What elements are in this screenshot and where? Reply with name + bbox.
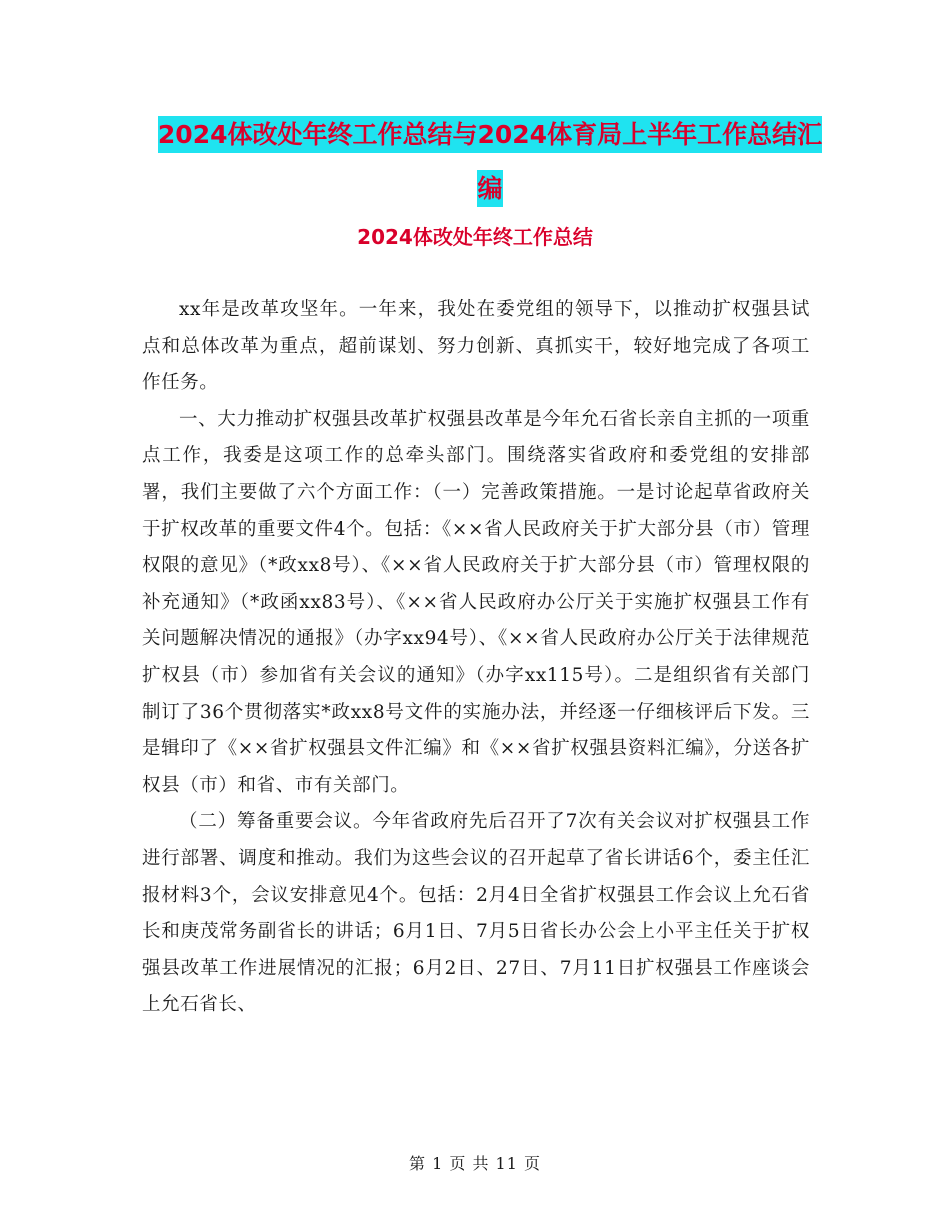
- paragraph-section-two: （二）筹备重要会议。今年省政府先后召开了7次有关会议对扩权强县工作进行部署、调度和推动。我们为这些会议的召开起草了省长讲话6个，委主任汇报材料3个，会议安排意见4个。包括：2月4日全省扩权强县工作会议上允石省长和庚茂常务副省长的讲话；6月1日、7月5日省长办公会上小平主任关于扩权强县改革工作进展情况的汇报；6月2日、27日、7月11日扩权强县工作座谈会上允石省长、: [142, 811, 810, 1016]
- document-title: [150, 108, 830, 216]
- document-title-text: 2024体改处年终工作总结与2024体育局上半年工作总结汇编: [158, 116, 822, 207]
- paragraph-section-one: 一、大力推动扩权强县改革扩权强县改革是今年允石省长亲自主抓的一项重点工作，我委是这项工作的总牵头部门。围绕落实省政府和委党组的安排部署，我们主要做了六个方面工作：（一）完善政策措施。一是讨论起草省政府关于扩权改革的重要文件4个。包括：《××省人民政府关于扩大部分县（市）管理权限的意见》（*政xx8号）、《××省人民政府关于扩大部分县（市）管理权限的补充通知》（*政函xx83号）、《××省人民政府办公厅关于实施扩权强县工作有关问题解决情况的通报》（办字xx94号）、《××省人民政府办公厅关于法律规范扩权县（市）参加省有关会议的通知》（办字xx115号）。二是组织省有关部门制订了36个贯彻落实*政xx8号文件的实施办法，并经逐一仔细核评后下发。三是辑印了《××省扩权强县文件汇编》和《××省扩权强县资料汇编》，分送各扩权县（市）和省、市有关部门。: [142, 408, 810, 796]
- page-footer: 第 1 页 共 11 页: [409, 1154, 541, 1173]
- document-body: [142, 292, 810, 1024]
- section-title: 2024体改处年终工作总结: [357, 225, 593, 249]
- paragraph-intro: xx年是改革攻坚年。一年来，我处在委党组的领导下，以推动扩权强县试点和总体改革为重点，超前谋划、努力创新、真抓实干，较好地完成了各项工作任务。: [142, 299, 810, 394]
